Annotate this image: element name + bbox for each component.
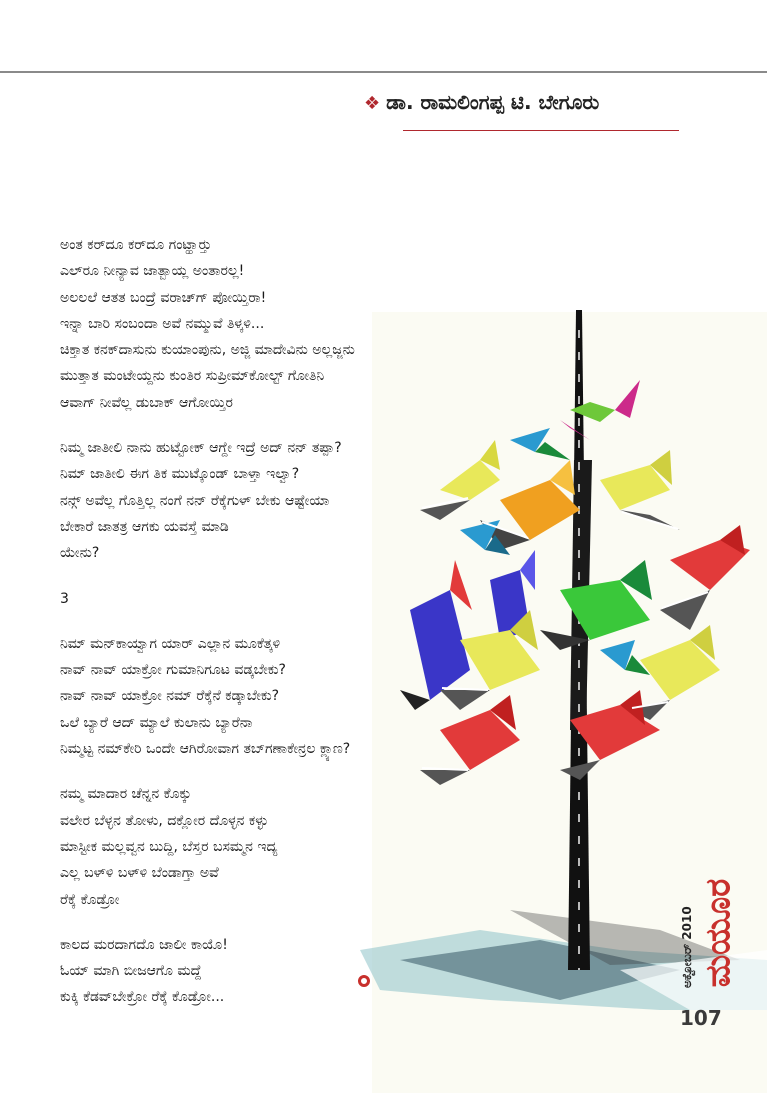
magazine-logo [690, 858, 750, 1008]
poem-line: ಕುಕ್ಕಿ ಕೆಡವ್‌ಬೇಕ್ರೋ ರೆಕ್ಕೆ ಕೊಡ್ರೋ... [60, 989, 225, 1006]
poem-line: ನಾವ್ ನಾವ್ ಯಾಕ್ರೋ ನಮ್ ರೆಕ್ಕೆನೆ ಕಡ್ಕಾಬೇಕು? [60, 688, 280, 705]
poem-line: ಯೇನು? [60, 545, 100, 562]
poem-line: ಒಲೆ ಬ್ಯಾರೆ ಆದ್ ಮ್ಯಾಲೆ ಕುಲಾನು ಬ್ಯಾರೆನಾ [60, 714, 253, 731]
magazine-name: ಮಯೂರ [698, 878, 739, 988]
bullet-icon: ❖ [364, 93, 381, 114]
poem-line: ವಲೇರ ಬೆಳ್ಳನ ತೋಳು, ದಕ್ಲೋರ ದೊಳ್ಳನ ಕಳ್ಳು [60, 812, 269, 829]
poem-line: ಚಿಕ್ತಾತ ಕನಕ್‌ದಾಸುನು ಕುಯಾಂಪುನು, ಅಜ್ಜಿ ಮಾದೇವಿನು ಅಲ್ಲಜ್ಜನು [60, 342, 355, 359]
section-number: 3 [60, 590, 69, 607]
poem-line: ನಿಮ್ ಮನ್‌ಕಾಯ್ವಾಗ ಯಾರ್ ಎಲ್ಲಾನ ಮೂಕೆತ್ಕಳಿ [60, 635, 281, 652]
poem-line: ಅಲಲಲೆ ಆತತ ಬಂದ್ರೆ ವರಾಚ್‌ಗ್ ಪೋಯ್ತಿರಾ! [60, 289, 267, 306]
top-rule [0, 71, 767, 73]
poem-line: ನಿಮ್ ಜಾತೀಲಿ ಈಗ ತಿಕ ಮುಟ್ಕೊಂಡ್ ಬಾಳ್ತಾ ಇಲ್ವಾ? [60, 466, 300, 483]
poem-line: ಎಲ್‌ರೂ ನೀನ್ಯಾವ ಜಾತ್ಬಾಯ್ಲ ಅಂತಾರಲ್ಲ! [60, 263, 245, 280]
author-name: ಡಾ. ರಾಮಲಿಂಗಪ್ಪ ಟಿ. ಬೇಗೂರು [386, 90, 600, 114]
circle-marker-icon [358, 975, 370, 987]
poem-line: ಇನ್ನಾ ಬಾರಿ ಸಂಬಂದಾ ಅವೆ ನಮ್ಮುವೆ ತಿಳ್ಕಳಿ... [60, 315, 265, 332]
poem-line: ಕಾಲದ ಮರದಾಗದೊ ಜಾಲೀ ಕಾಯೊ! [60, 936, 228, 953]
poem-line: ನಿಮ್ಮ ಜಾತೀಲಿ ನಾನು ಹುಟ್ಟೋಕ್ ಆಗ್ದೇ ಇದ್ರೆ ಅದ್ ನನ್ ತಪ್ಪಾ? [60, 440, 342, 457]
poem-body [60, 232, 520, 1011]
poem-line: ಎಲ್ಲ ಬಳ್‌ಳಿ ಬಳ್‌ಳಿ ಬೆಂಡಾಗ್ತಾ ಅವೆ [60, 865, 219, 882]
poem-line: ಮಾಸ್ಟೀಕ ಮಲ್ಲವ್ವನ ಬುದ್ದಿ, ಬೆಸ್ತರ ಬಸಮ್ಮನ ಇದ್ಯ [60, 838, 278, 855]
poem-line: ನನ್ಗ್ ಅವೆಲ್ಲ ಗೊತ್ತಿಲ್ಲ ನಂಗೆ ನನ್ ರೆಕ್ಕೆಗುಳ್ ಬೇಕು ಆಷ್ಟೇಯಾ [60, 492, 330, 509]
poem-line: ಆವಾಗ್ ನೀವೆಲ್ಲ ಡುಬಾಕ್ ಆಗೋಯ್ತಿರ [60, 394, 233, 411]
poem-line: ರೆಕ್ಕೆ ಕೊಡ್ರೋ [60, 891, 120, 908]
page-number: 107 [680, 1006, 722, 1030]
poem-line: ನಾವ್ ನಾವ್ ಯಾಕ್ರೋ ಗುಮಾನಿಗೂಟ ವಡ್ಕಬೇಕು? [60, 662, 286, 679]
poem-line: ಬೇಕಾರೆ ಜಾತತ್ರ ಆಗಕು ಯವಸ್ತೆ ಮಾಡಿ [60, 518, 229, 535]
author-underline [403, 130, 679, 131]
poem-line: ನಿಮ್ಮಟ್ಟ ನಮ್‌ಕೇರಿ ಒಂದೇ ಆಗಿರೋವಾಗ ತಬ್‌ಗಣಾಕೇನ್ರಲ ಕ್ಲ್ಯಾಣ? [60, 741, 351, 758]
poem-line: ಮುತ್ತಾತ ಮಂಟೇಯ್ದನು ಕುಂತಿರ ಸುಪ್ರೀಮ್‌ಕೋಲ್ಟ್ ಗೋತಿನಿ [60, 368, 325, 385]
poem-line: ನಮ್ಮ ಮಾದಾರ ಚೆನ್ನನ ಕೊಕ್ಕು [60, 786, 192, 803]
issue-date: ಅಕ್ಟೋಬರ್ 2010 [680, 906, 694, 988]
poem-line: ಅಂತ ಕರ್‌ದೂ ಕರ್‌ದೂ ಗಂಟ್ಹಾರ್‍ತು [60, 237, 212, 253]
author-heading [364, 90, 599, 114]
poem-line: ಓಯ್ ಮಾಗಿ ಬೀಜಆಗೊ ಮದ್ದೆ [60, 963, 202, 980]
